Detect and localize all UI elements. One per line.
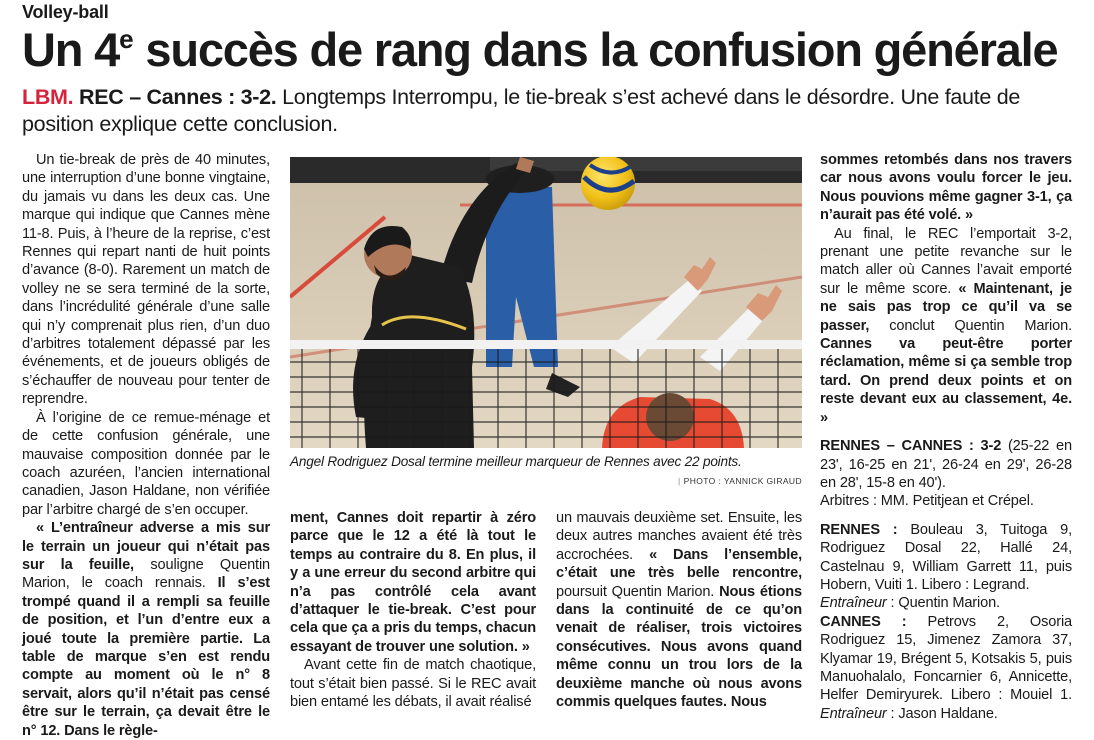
photo-credit: | PHOTO : YANNICK GIRAUD [678, 476, 802, 486]
paragraph: Au final, le REC l’emportait 3-2, prenant une petite revanche sur le match aller où Cannes l’avait emporté sur le même score. « Maintenant, je ne sais pas trop ce qu’il va se passer, conclut Quentin Marion. Cannes va peut-être porter réclamation, même si ça semble trop tard. On prend deux points et on reste devant eux au classement, 4e. » [820, 225, 1072, 426]
photo-caption: Angel Rodriguez Dosal termine meilleur marqueur de Rennes avec 22 points. [290, 454, 742, 469]
paragraph: un mauvais deuxième set. Ensuite, les deux autres manches avaient été très accrochées. « Dans l’ensemble, c’était une très belle rencontre, poursuit Quentin Marion. Nous étions dans la continuité de ce qu’on venait de réaliser, trois victoires consécutives. Nous avons quand même connu un trou lors de la deuxième manche où nous avons commis quelques fautes. Nous [556, 510, 802, 711]
paragraph: sommes retombés dans nos travers car nous avons voulu forcer le jeu. Nous pouvions même gagner 3-1, ça n’aurait pas été volé. » [820, 152, 1072, 224]
league-tag: LBM. [22, 85, 74, 109]
column-4 [820, 151, 1072, 723]
article-photo [290, 157, 802, 448]
column-1 [22, 151, 270, 740]
article-lead: LBM. REC – Cannes : 3-2. Longtemps Interrompu, le tie-break s’est achevé dans le désordre. Une faute de position explique cette conclusion. [22, 85, 1021, 136]
volleyball-spike-photo [290, 157, 802, 448]
paragraph: Avant cette fin de match chaotique, tout s’était bien passé. Si le REC avait bien entamé les débats, il avait réalisé [290, 657, 536, 711]
paragraph: À l’origine de ce remue-ménage et de cette confusion générale, une mauvaise composition donnée par le coach azuréen, l’ancien international canadien, Jason Haldane, non vérifiée par l’arbitre chargé de s’en occuper. [22, 409, 270, 518]
article-headline: Un 4e succès de rang dans la confusion générale [22, 23, 1058, 76]
column-2 [290, 509, 536, 711]
column-3 [556, 509, 802, 711]
paragraph: Un tie-break de près de 40 minutes, une interruption d’une bonne vingtaine, du jamais vu dans les deux cas. Une marque qui indique que Cannes mène 11-8. Puis, à l’heure de la reprise, c’est Rennes qui repart nanti de huit points d’avance (8-0). Rarement un match de volley ne se sera terminé de la sorte, dans l’incrédulité générale d’une salle qui n’y comprenait plus rien, d’un duo d’arbitres totalement dépassé par les événements, et de joueurs obligés de s’échauffer de nouveau pour tenter de reprendre. [22, 152, 270, 408]
rennes-lineup: RENNES : Bouleau 3, Tuitoga 9, Rodriguez Dosal 22, Hallé 24, Castelnau 9, William Garrett 11, puis Hobern, Vuiti 1. Libero : Legrand. Entraîneur : Quentin Marion. [820, 521, 1072, 612]
match-summary: RENNES – CANNES : 3-2 (25-22 en 23', 16-25 en 21', 26-24 en 29', 26-28 en 28', 15-8 en 40'). [820, 438, 1072, 491]
section-rubric: Volley-ball [22, 2, 109, 22]
match-score: REC – Cannes : 3-2. [79, 85, 277, 109]
cannes-lineup: CANNES : Petrovs 2, Osoria Rodriguez 15, Jimenez Zamora 37, Klyamar 19, Brégent 5, Kotsakis 5, puis Manuohalalo, Foncarnier 6, Annicette, Helfer Demiryurek. Libero : Mouiel 1. Entraîneur : Jason Haldane. [820, 613, 1072, 722]
paragraph: ment, Cannes doit repartir à zéro parce que le 12 a été là tout le temps au contraire du 8. En plus, il y a une erreur du second arbitre qui n’a pas contrôlé cela avant d’attaquer le tie-break. C’est pour cela que ça a pris du temps, chacun essayant de trouver une solution. » [290, 510, 536, 655]
referees: Arbitres : MM. Petitjean et Crépel. [820, 493, 1034, 510]
paragraph: « L’entraîneur adverse a mis sur le terrain un joueur qui n’était pas sur la feuille, souligne Quentin Marion, le coach rennais. Il s’est trompé quand il a rempli sa feuille de position, et l’un d’entre eux a joué toute la première partie. La table de marque s’en est rendu compte au moment où le n° 8 servait, alors qu’il n’était pas censé être sur le terrain, ça devait être le n° 12. Dans le règle- [22, 520, 270, 739]
